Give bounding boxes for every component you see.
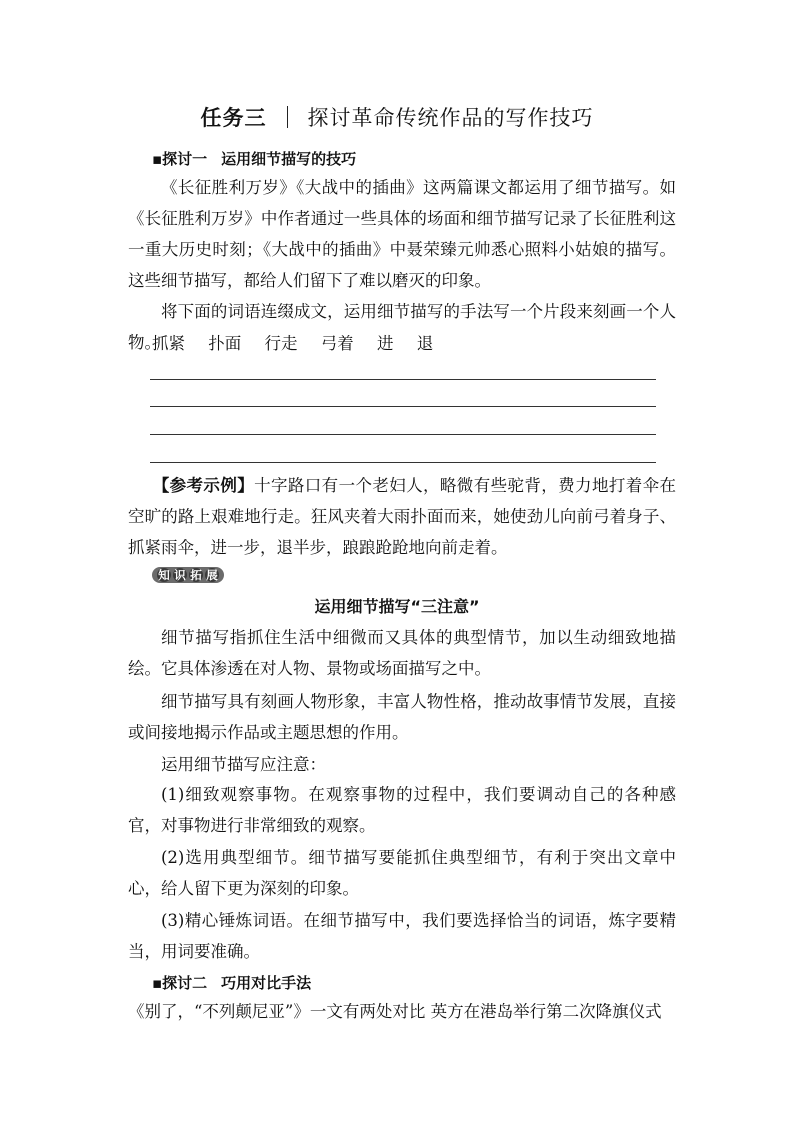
section-heading-text: 运用细节描写的技巧	[221, 150, 357, 168]
badge-char: 展	[206, 568, 218, 582]
task-number: 任务三	[200, 106, 267, 130]
badge-char: 拓	[190, 568, 202, 582]
knowledge-badge	[152, 567, 224, 583]
word-item: 弓着	[320, 334, 354, 353]
note-item-3: (3)精心锤炼词语。在细节描写中，我们要选择恰当的词语，炼字要精当，用词要准确。	[128, 911, 676, 961]
reference-example	[128, 470, 676, 563]
section-heading-text: 巧用对比手法	[221, 974, 312, 992]
note-item-2: (2)选用典型细节。细节描写要能抓住典型细节，有利于突出文章中心，给人留下更为深刻的印象。	[128, 848, 676, 898]
knowledge-subtitle: 运用细节描写“三注意”	[314, 597, 480, 616]
knowledge-paragraph-2: 细节描写具有刻画人物形象，丰富人物性格，推动故事情节发展，直接或间接地揭示作品或主题思想的作用。	[128, 692, 676, 742]
word-item: 行走	[264, 334, 298, 353]
answer-line	[150, 379, 656, 380]
reference-text: 十字路口有一个老妇人，略微有些驼背，费力地打着伞在空旷的路上艰难地行走。狂风夹着大雨扑面而来，她使劲儿向前弓着身子、抓紧雨伞，进一步，退半步，踉踉跄跄地向前走着。	[128, 476, 677, 557]
section2-paragraph: 《别了，“不列颠尼亚”》一文有两处对比 英方在港岛举行第二次降旗仪式	[128, 1002, 662, 1021]
knowledge-paragraph-1: 细节描写指抓住生活中细微而又具体的典型情节，加以生动细致地描绘。它具体渗透在对人物、景物或场面描写之中。	[128, 628, 676, 678]
answer-line	[150, 462, 656, 463]
task-title: 探讨革命传统作品的写作技巧	[307, 106, 594, 130]
badge-char: 识	[174, 568, 186, 582]
badge-char: 知	[158, 568, 170, 582]
section-heading-1	[152, 148, 356, 169]
section-mark: ▪探讨一	[152, 150, 208, 168]
word-list	[152, 330, 451, 354]
section-heading-2	[152, 972, 311, 993]
word-item: 退	[416, 334, 434, 353]
intro-paragraph: 《长征胜利万岁》《大战中的插曲》这两篇课文都运用了细节描写。如《长征胜利万岁》中作者通过一些具体的场面和细节描写记录了长征胜利这一重大历史时刻；《大战中的插曲》中聂荣臻元帅悉心照料小姑娘的描写。这些细节描写，都给人们留下了难以磨灭的印象。	[128, 178, 676, 290]
answer-line	[150, 406, 656, 407]
knowledge-paragraph-3: 运用细节描写应注意：	[161, 755, 326, 774]
word-item: 抓紧	[152, 334, 185, 353]
reference-label: 【参考示例】	[152, 476, 255, 495]
note-item-1: (1)细致观察事物。在观察事物的过程中，我们要调动自己的各种感官，对事物进行非常细致的观察。	[128, 785, 676, 835]
answer-line	[150, 434, 656, 435]
section-mark: ▪探讨二	[152, 974, 208, 992]
title-divider	[287, 106, 288, 128]
word-item: 进	[377, 334, 394, 353]
page-title	[0, 102, 794, 132]
word-item: 扑面	[208, 334, 242, 353]
task-paragraph: 将下面的词语连缀成文，运用细节描写的手法写一个片段来刻画一个人物。	[128, 302, 676, 352]
